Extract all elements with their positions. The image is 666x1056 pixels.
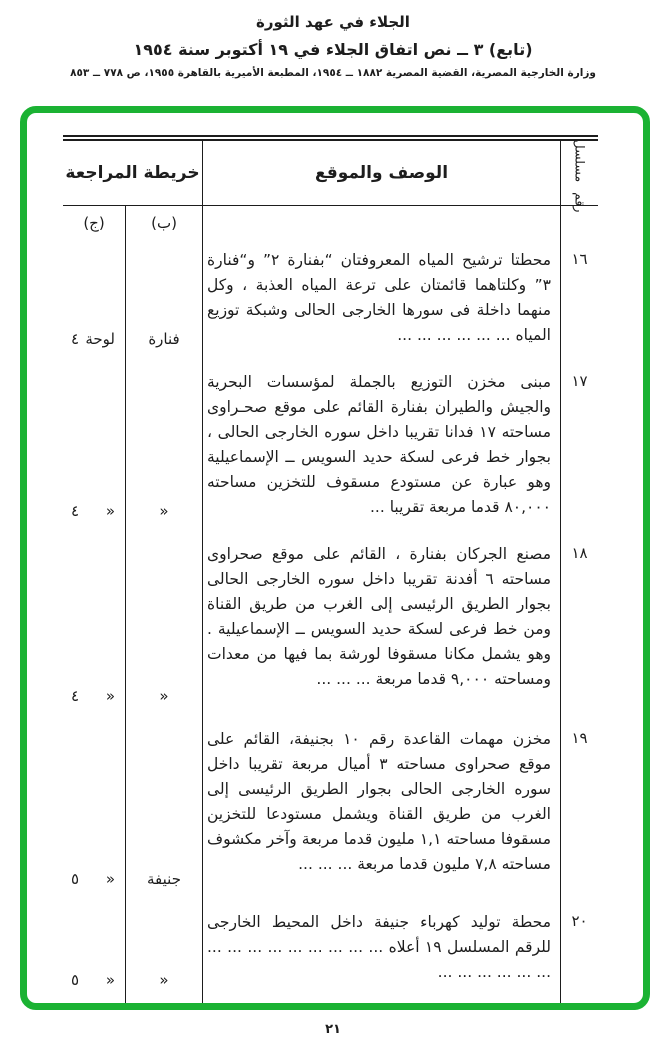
- column-j-number: ٥: [71, 971, 80, 989]
- column-j-cell: [63, 533, 125, 718]
- serial-number-cell: ١٧: [560, 361, 598, 533]
- description-subheader-spacer: [202, 206, 560, 239]
- column-b-cell: «: [125, 901, 202, 1002]
- description-cell: مخزن مهمات القاعدة رقم ١٠ بجنيفة، القائم على موقع صحراوى مساحته ٣ أميال مربعة تقريبا داخل سوره الخارجى الحالى بجوار الطريق الرئيسى إلى الغرب من طريق القناة ويشمل مستودعا للتخزين مسقوفا مساحته ١,١ مليون قدما مربعة وآخر مكشوف مساحته ٧,٨ مليون قدما مربعة ... ... ...: [202, 718, 560, 901]
- description-cell: [202, 1002, 560, 1010]
- column-j-number: ٤: [71, 687, 80, 705]
- source-citation: وزارة الخارجية المصرية، القضية المصرية ١٨٨٢ ــ ١٩٥٤، المطبعة الأميرية بالقاهرة ١٩٥٥، ص ٧٧٨ ــ ٨٥٣: [70, 67, 596, 79]
- column-j-number: ٥: [71, 870, 80, 888]
- review-map-column-header: خريطة المراجعة: [63, 141, 202, 206]
- column-b-cell: «: [125, 533, 202, 718]
- column-j-label: «: [105, 870, 115, 888]
- serial-number-cell: ١٩: [560, 718, 598, 901]
- column-j-label: «: [105, 971, 115, 989]
- serial-number-cell: ١٦: [560, 239, 598, 361]
- column-j-cell: [63, 1002, 125, 1010]
- column-b-cell: جنيفة: [125, 718, 202, 901]
- column-b-cell: [125, 1002, 202, 1010]
- serial-number-column-header: [560, 139, 598, 213]
- column-j-cell: [63, 239, 125, 361]
- page-number: ٢١: [325, 1022, 341, 1037]
- column-b-header: (ب): [125, 206, 202, 239]
- document-header: [0, 0, 666, 79]
- serial-number-cell: ٢٠: [560, 901, 598, 1002]
- serial-number-cell: [560, 1002, 598, 1010]
- sites-table: [63, 135, 598, 1010]
- description-cell: محطة توليد كهرباء جنيفة داخل المحيط الخارجى للرقم المسلسل ١٩ أعلاه ... ... ... ... ... ... ... ... ... ... ... ... ... ... ...: [202, 901, 560, 1002]
- column-j-label: «: [105, 687, 115, 705]
- column-j-cell: [63, 361, 125, 533]
- document-title: الجلاء في عهد الثورة: [256, 13, 410, 31]
- description-column-header: الوصف والموقع: [202, 141, 560, 206]
- column-j-label: لوحة: [85, 330, 115, 348]
- highlight-border: [20, 106, 650, 1010]
- description-cell: مبنى مخزن التوزيع بالجملة لمؤسسات البحرية والجيش والطيران بفنارة القائم على موقع صحـراوى مساحته ١٧ فدانا تقريبا داخل سوره الخارجى الحالى ، بجوار خط فرعى لسكة حديد السويس ــ الإسماعيلية وهو عبارة عن مستودع مسقوف للتخزين مساحته ٨٠,٠٠٠ قدما مربعة تقريبا ...: [202, 361, 560, 533]
- column-j-number: ٤: [71, 330, 80, 348]
- description-cell: مصنع الجركان بفنارة ، القائم على موقع صحراوى مساحته ٦ أفدنة تقريبا داخل سوره الخارجى الحالى بجوار الطريق الرئيسى إلى الغرب من طريق القناة ومن خط فرعى لسكة حديد السويس ــ الإسماعيلية . وهو يشمل مكانا مسقوفا لورشة بما فيها من معدات ومساحته ٩,٠٠٠ قدما مربعة ... ... ...: [202, 533, 560, 718]
- column-j-cell: [63, 901, 125, 1002]
- column-b-cell: فنارة: [125, 239, 202, 361]
- serial-number-cell: ١٨: [560, 533, 598, 718]
- column-j-cell: [63, 718, 125, 901]
- column-j-header: (ج): [83, 213, 105, 232]
- column-j-label: «: [105, 502, 115, 520]
- column-b-cell: «: [125, 361, 202, 533]
- serial-number-header-label: رقم مسلسل: [572, 139, 587, 213]
- column-j-number: ٤: [71, 502, 80, 520]
- document-subtitle: (تابع) ٣ ــ نص اتفاق الجلاء في ١٩ أكتوبر سنة ١٩٥٤: [133, 40, 533, 59]
- description-cell: محطتا ترشيح المياه المعروفتان “بفنارة ٢” و“فنارة ٣” وكلتاهما قائمتان على ترعة المياه العذبة ، وكل منهما داخلة فى سورها الخارجى الحالى وشبكة توزيع المياه ... ... ... ... ... ...: [202, 239, 560, 361]
